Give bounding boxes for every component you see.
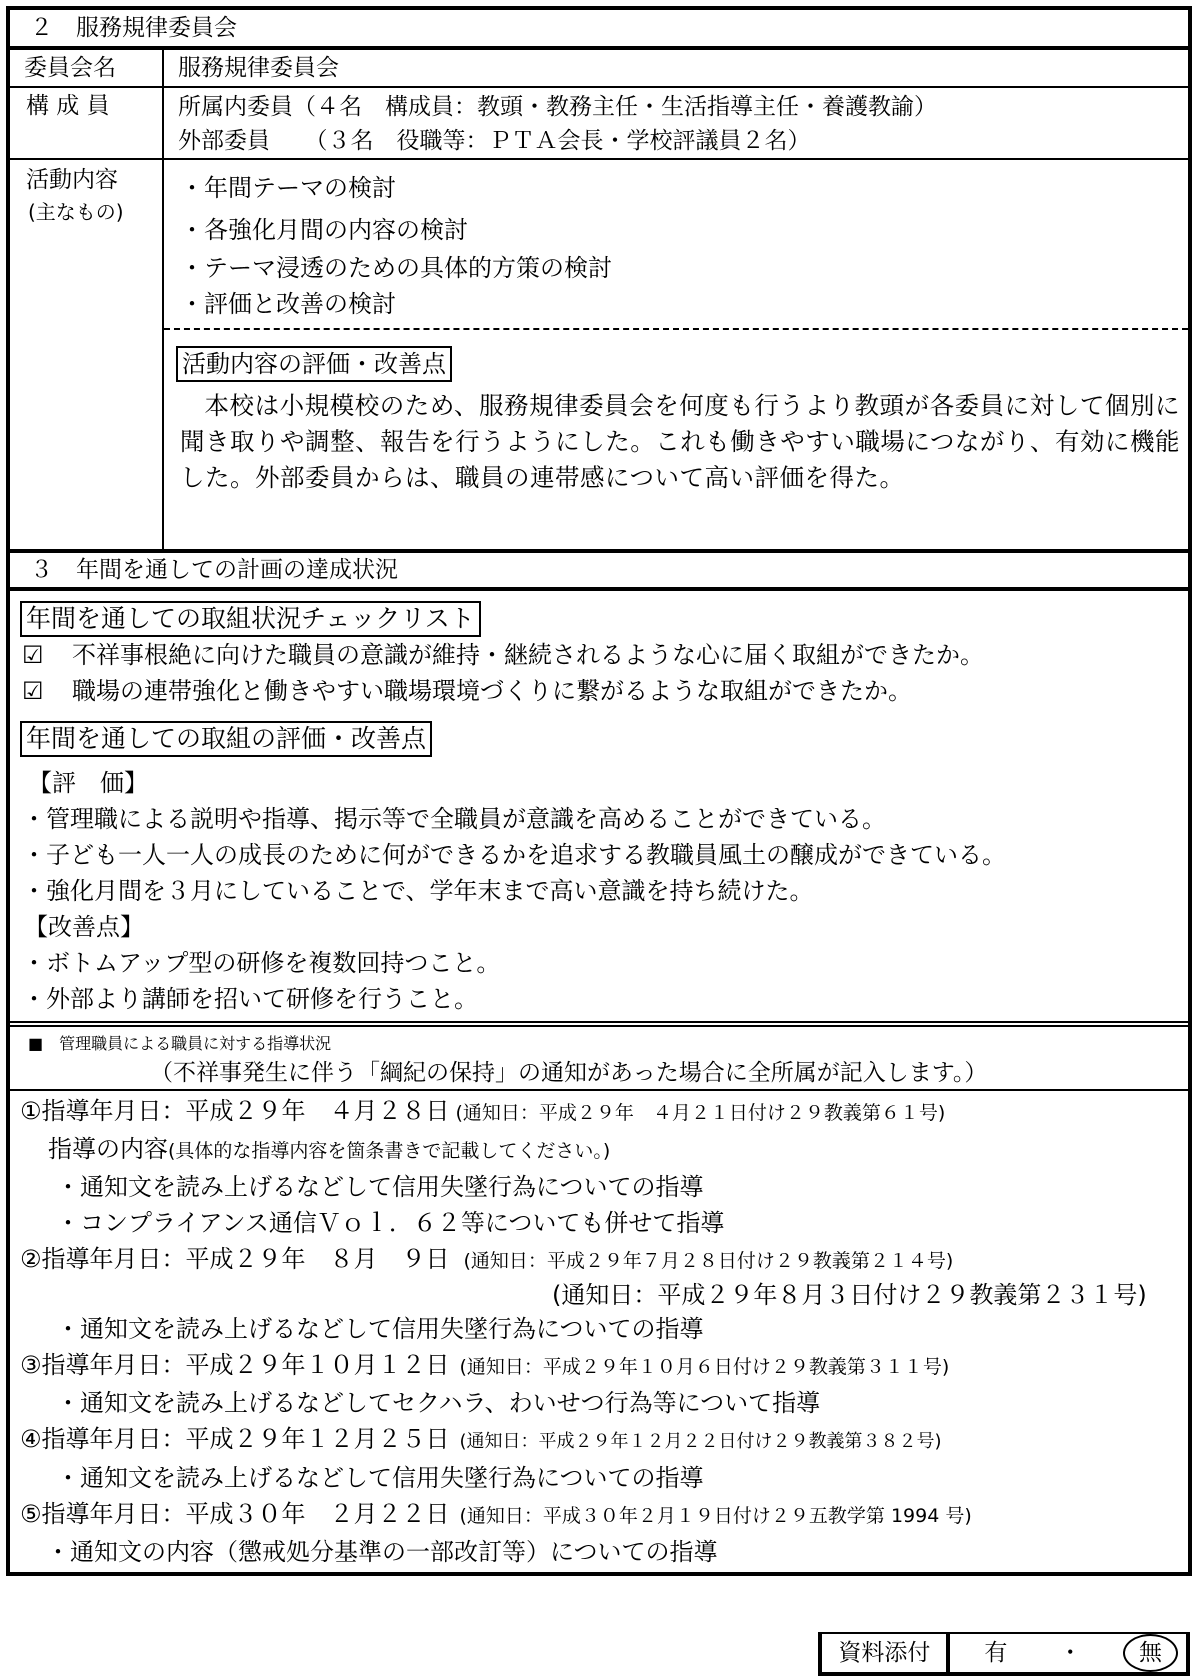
section2-title: ２ 服務規律委員会: [10, 10, 1188, 50]
guidance-entry-1: ①指導年月日：平成２９年 ４月２８日 (通知日：平成２９年 ４月２１日付け２９教義第６１号): [20, 1097, 946, 1125]
attachment-yes: 有: [984, 1640, 1008, 1666]
improve-label: 【改善点】: [24, 913, 144, 941]
guidance-item: ・通知文を読み上げるなどしてセクハラ、わいせつ行為等について指導: [56, 1389, 821, 1417]
activity-item: ・年間テーマの検討: [180, 174, 396, 202]
section4-subtitle: （不祥事発生に伴う「綱紀の保持」の通知があった場合に全所属が記入します。）: [150, 1060, 988, 1086]
eval-label: 【評 価】: [28, 769, 148, 797]
section4-title: ■ 管理職員による職員に対する指導状況: [28, 1034, 332, 1053]
attachment-options: [946, 1634, 1186, 1672]
checklist-item: ☑ 職場の連帯強化と働きやすい職場環境づくりに繋がるような取組ができたか。: [10, 673, 1188, 709]
committee-table: [10, 50, 1188, 549]
guidance-content-label: 指導の内容(具体的な指導内容を箇条書きで記載してください。): [48, 1135, 611, 1163]
checkbox-checked-icon: ☑: [22, 641, 44, 669]
guidance-entry-3: ③指導年月日：平成２９年１０月１２日 (通知日：平成２９年１０月６日付け２９教義第３１１号): [20, 1351, 950, 1379]
guidance-item: ・コンプライアンス通信Ｖｏｌ．６２等についても併せて指導: [56, 1209, 725, 1237]
activity-sublabel: (主なもの): [28, 200, 124, 224]
section3-title: ３ 年間を通しての計画の達成状況: [10, 549, 1188, 591]
checklist-item: ☑ 不祥事根絶に向けた職員の意識が維持・継続されるような心に届く取組ができたか。: [10, 637, 1188, 673]
activity-item: ・評価と改善の検討: [180, 290, 396, 318]
members-value: [163, 87, 1188, 159]
activity-eval-heading: 活動内容の評価・改善点: [176, 346, 452, 382]
member-line-internal: 所属内委員（４名 構成員：教頭・教務主任・生活指導主任・養護教諭）: [178, 94, 937, 120]
improve-item: ・外部より講師を招いて研修を行うこと。: [22, 985, 478, 1013]
eval-item: ・子ども一人一人の成長のために何ができるかを追求する教職員風土の醸成ができている。: [22, 841, 1006, 869]
guidance-entry-5: ⑤指導年月日：平成３０年 ２月２２日 (通知日：平成３０年２月１９日付け２９五教学第 1994 号): [20, 1500, 972, 1528]
activity-label-cell: [10, 159, 163, 549]
checklist-heading: 年間を通しての取組状況チェックリスト: [20, 601, 481, 637]
section4-header: [10, 1025, 1188, 1089]
attachment-separator: ・: [1058, 1640, 1082, 1666]
committee-name-value: 服務規律委員会: [163, 50, 1188, 87]
guidance-item: ・通知文を読み上げるなどして信用失墜行為についての指導: [56, 1464, 704, 1492]
activity-item: ・テーマ浸透のための具体的方策の検討: [180, 254, 612, 282]
guidance-item: ・通知文を読み上げるなどして信用失墜行為についての指導: [56, 1173, 704, 1201]
attachment-no-circled: 無: [1123, 1634, 1178, 1672]
members-label: 構 成 員: [10, 87, 163, 159]
section3-body: [10, 591, 1188, 1023]
member-line-external: 外部委員 （３名 役職等：ＰＴＡ会長・学校評議員２名）: [178, 128, 811, 154]
guidance-entry-2: ②指導年月日：平成２９年 ８月 ９日 (通知日：平成２９年７月２８日付け２９教義第２１４号): [20, 1245, 954, 1273]
attachment-row: [818, 1632, 1190, 1676]
checkbox-checked-icon: ☑: [22, 677, 44, 705]
eval-item: ・管理職による説明や指導、掲示等で全職員が意識を高めることができている。: [22, 805, 886, 833]
activity-eval-text: 本校は小規模校のため、服務規律委員会を何度も行うより教頭が各委員に対して個別に聞き取りや調整、報告を行うようにした。これも働きやすい職場につながり、有効に機能した。外部委員からは、職員の連帯感について高い評価を得た。: [180, 391, 1180, 492]
attachment-label: 資料添付: [838, 1640, 931, 1666]
section4-body: [10, 1089, 1188, 1572]
guidance-entry-4: ④指導年月日：平成２９年１２月２５日 (通知日：平成２９年１２月２２日付け２９教義第３８２号): [20, 1425, 942, 1453]
eval-item: ・強化月間を３月にしていることで、学年末まで高い意識を持ち続けた。: [22, 877, 814, 905]
guidance-notice-2b: (通知日：平成２９年８月３日付け２９教義第２３１号): [552, 1281, 1147, 1309]
activity-value-cell: [163, 159, 1188, 549]
activity-item: ・各強化月間の内容の検討: [180, 216, 468, 244]
improve-item: ・ボトムアップ型の研修を複数回持つこと。: [22, 949, 501, 977]
guidance-item: ・通知文を読み上げるなどして信用失墜行為についての指導: [56, 1315, 704, 1343]
activity-label: 活動内容: [26, 167, 118, 193]
document-frame: [6, 6, 1192, 1576]
guidance-item: ・通知文の内容（懲戒処分基準の一部改訂等）についての指導: [46, 1538, 718, 1566]
annual-eval-heading: 年間を通しての取組の評価・改善点: [20, 721, 432, 757]
committee-name-label: 委員会名: [10, 50, 163, 87]
